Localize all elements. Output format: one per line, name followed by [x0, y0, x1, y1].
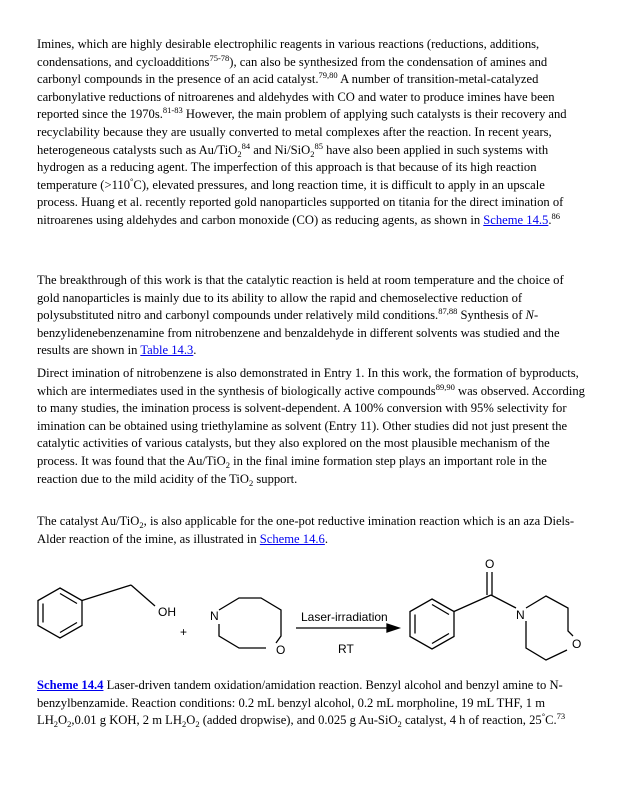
- carbonyl-n-bond: [491, 595, 516, 608]
- citation-ref: 75-78: [209, 52, 230, 63]
- subscript: 2: [248, 477, 254, 488]
- text-run: The breakthrough of this work is that the catalytic reaction is held at room temperature and the choice of gold nanoparticles is mainly due to its ability to allow the rapid and chemoselective reduction of polysubstituted nitro and carbonyl compounds under relatively mild conditions.: [37, 273, 564, 323]
- citation-ref: 89,90: [435, 381, 455, 392]
- text-run: Synthesis of: [457, 308, 526, 323]
- paragraph-imines-intro: [37, 36, 585, 230]
- citation-ref: 79,80: [318, 70, 338, 81]
- scheme-caption: [37, 677, 585, 730]
- table-14-3-link[interactable]: Table 14.3: [140, 343, 194, 358]
- scheme-14-5-link[interactable]: Scheme 14.5: [483, 212, 549, 227]
- text-run: O: [58, 713, 68, 728]
- subscript: 2: [195, 719, 200, 730]
- morpholine-product-ring-lower: [526, 621, 567, 660]
- degree-sign: °: [541, 711, 546, 722]
- product-o-label: O: [572, 637, 582, 651]
- subscript: 2: [225, 459, 231, 470]
- morpholine-n-label: N: [210, 609, 219, 623]
- text-run: support.: [253, 471, 298, 486]
- text-run: Imines, which are highly desirable electrophilic reagents in various reactions (reductions, additions, condensations, and cycloadditions: [37, 37, 540, 69]
- text-run: and Ni/SiO: [250, 142, 311, 157]
- citation-ref: 84: [241, 140, 251, 151]
- product-n-label: N: [516, 608, 525, 622]
- subscript: 2: [237, 148, 242, 159]
- product-benzene-ring: [410, 599, 454, 649]
- text-run: A number of transition-metal-catalyzed carbonylative reductions of nitroarenes and aldehydes with CO and water to produce imines have been reported since the 1970s.: [37, 72, 555, 122]
- citation-ref: 81-83: [162, 105, 183, 116]
- text-run: have also been applied in such systems with hydrogen as a reducing agent. The imperfection of this approach is that because of its high reaction temperature (>110: [37, 142, 549, 192]
- arrow-condition-bottom: RT: [338, 642, 354, 656]
- citation-ref: 73: [556, 711, 566, 722]
- aromatic-bond: [60, 623, 77, 633]
- text-run: Direct imination of nitrobenzene is also demonstrated in Entry 1. In this work, the formation of byproducts, which are intermediates used in the synthesis of biologically active compounds: [37, 366, 579, 398]
- text-run: C.: [545, 713, 557, 728]
- text-run: .: [193, 343, 197, 358]
- carbonyl-o-label: O: [485, 557, 495, 571]
- text-run: .: [548, 212, 552, 227]
- arrow-condition-top: Laser-irradiation: [301, 610, 388, 624]
- plus-sign: +: [180, 625, 188, 639]
- c-oh-bond: [131, 585, 155, 606]
- subscript: 2: [139, 520, 144, 530]
- text-run: .: [324, 531, 328, 546]
- subscript: 2: [181, 719, 187, 730]
- text-run: ,0.01 g KOH, 2 m LH: [71, 713, 182, 728]
- text-run: -benzylidenebenzenamine from nitrobenzene and benzaldehyde in different solvents was studied and the results are shown in: [37, 308, 560, 358]
- arrow-head: [387, 624, 399, 632]
- citation-ref: 87,88: [438, 306, 458, 317]
- scheme-14-6-link[interactable]: Scheme 14.6: [259, 531, 325, 546]
- text-run: The catalyst Au/TiO: [37, 514, 140, 528]
- subscript: 2: [67, 719, 72, 730]
- subscript: 2: [397, 719, 402, 730]
- aromatic-bond: [432, 605, 449, 615]
- text-run: catalyst, 4 h of reaction, 25: [401, 713, 542, 728]
- scheme-14-4-label[interactable]: Scheme 14.4: [37, 678, 104, 692]
- morpholine-o-label: O: [276, 643, 286, 657]
- text-run: , is also applicable for the one-pot reductive imination reaction which is an aza Diels-Alder reaction of the imine, as illustrated in: [37, 514, 575, 546]
- citation-ref: 86: [551, 210, 560, 221]
- benzyl-alcohol-ring: [38, 588, 82, 638]
- oh-label: OH: [158, 605, 176, 619]
- text-run: ), can also be synthesized from the condensation of amines and carbonyl compounds in the presence of an acid catalyst.: [37, 54, 548, 87]
- text-run: However, the main problem of applying such catalysts is their recovery and recyclability because they are usually converted to metal complexes after the reaction. In recent years, heterogeneous catalysts such as Au/TiO: [37, 107, 567, 157]
- citation-ref: 85: [314, 140, 323, 151]
- morpholine-product-ring: [526, 596, 573, 636]
- aromatic-bond: [60, 594, 77, 604]
- morpholine-reactant-ring-lower: [219, 624, 266, 648]
- paragraph-direct-imination: [37, 365, 585, 488]
- text-run: in the final imine formation step plays an important role in the reaction due to the mild acidity of the TiO: [37, 453, 547, 486]
- paragraph-catalyst-applicable: [37, 513, 585, 548]
- subscript: 2: [310, 148, 315, 159]
- text-run: (added dropwise), and 0.025 g Au-SiO: [199, 713, 398, 728]
- text-run: was observed. According to many studies, the imination process is solvent-dependent. A 100% conversion with 95% selectivity for imination can be obtained using triethylamine as solvent (Entry 11). Other studies did not just present the catalytic activities of various catalysts, but they also explored on the most plausible mechanism of the process. It was found that the Au/TiO: [37, 383, 585, 468]
- degree-sign: °: [130, 175, 134, 186]
- paragraph-breakthrough: [37, 272, 585, 360]
- morpholine-reactant-ring: [219, 598, 281, 643]
- text-run: Laser-driven tandem oxidation/amidation reaction. Benzyl alcohol and benzyl amine to N-benzylbenzamide. Reaction conditions: 0.2 mL benzyl alcohol, 0.2 mL morpholine, 19 mL THF, 1 m LH: [37, 678, 563, 728]
- subscript: 2: [53, 719, 59, 730]
- aromatic-bond: [432, 634, 449, 644]
- reaction-scheme-figure: [30, 552, 600, 672]
- italic-n: N: [525, 308, 534, 323]
- text-run: C), elevated pressures, and long reaction time, it is difficult to apply in an upscale process. Huang et al. recently reported gold nanoparticles supported on titania for the direct imination of nitroarenes using aldehydes and carbon monoxide (CO) as reducing agents, as shown in: [37, 177, 564, 227]
- aryl-carbonyl-bond: [454, 595, 491, 612]
- text-run: O: [186, 713, 196, 728]
- ch2-bond: [82, 585, 131, 601]
